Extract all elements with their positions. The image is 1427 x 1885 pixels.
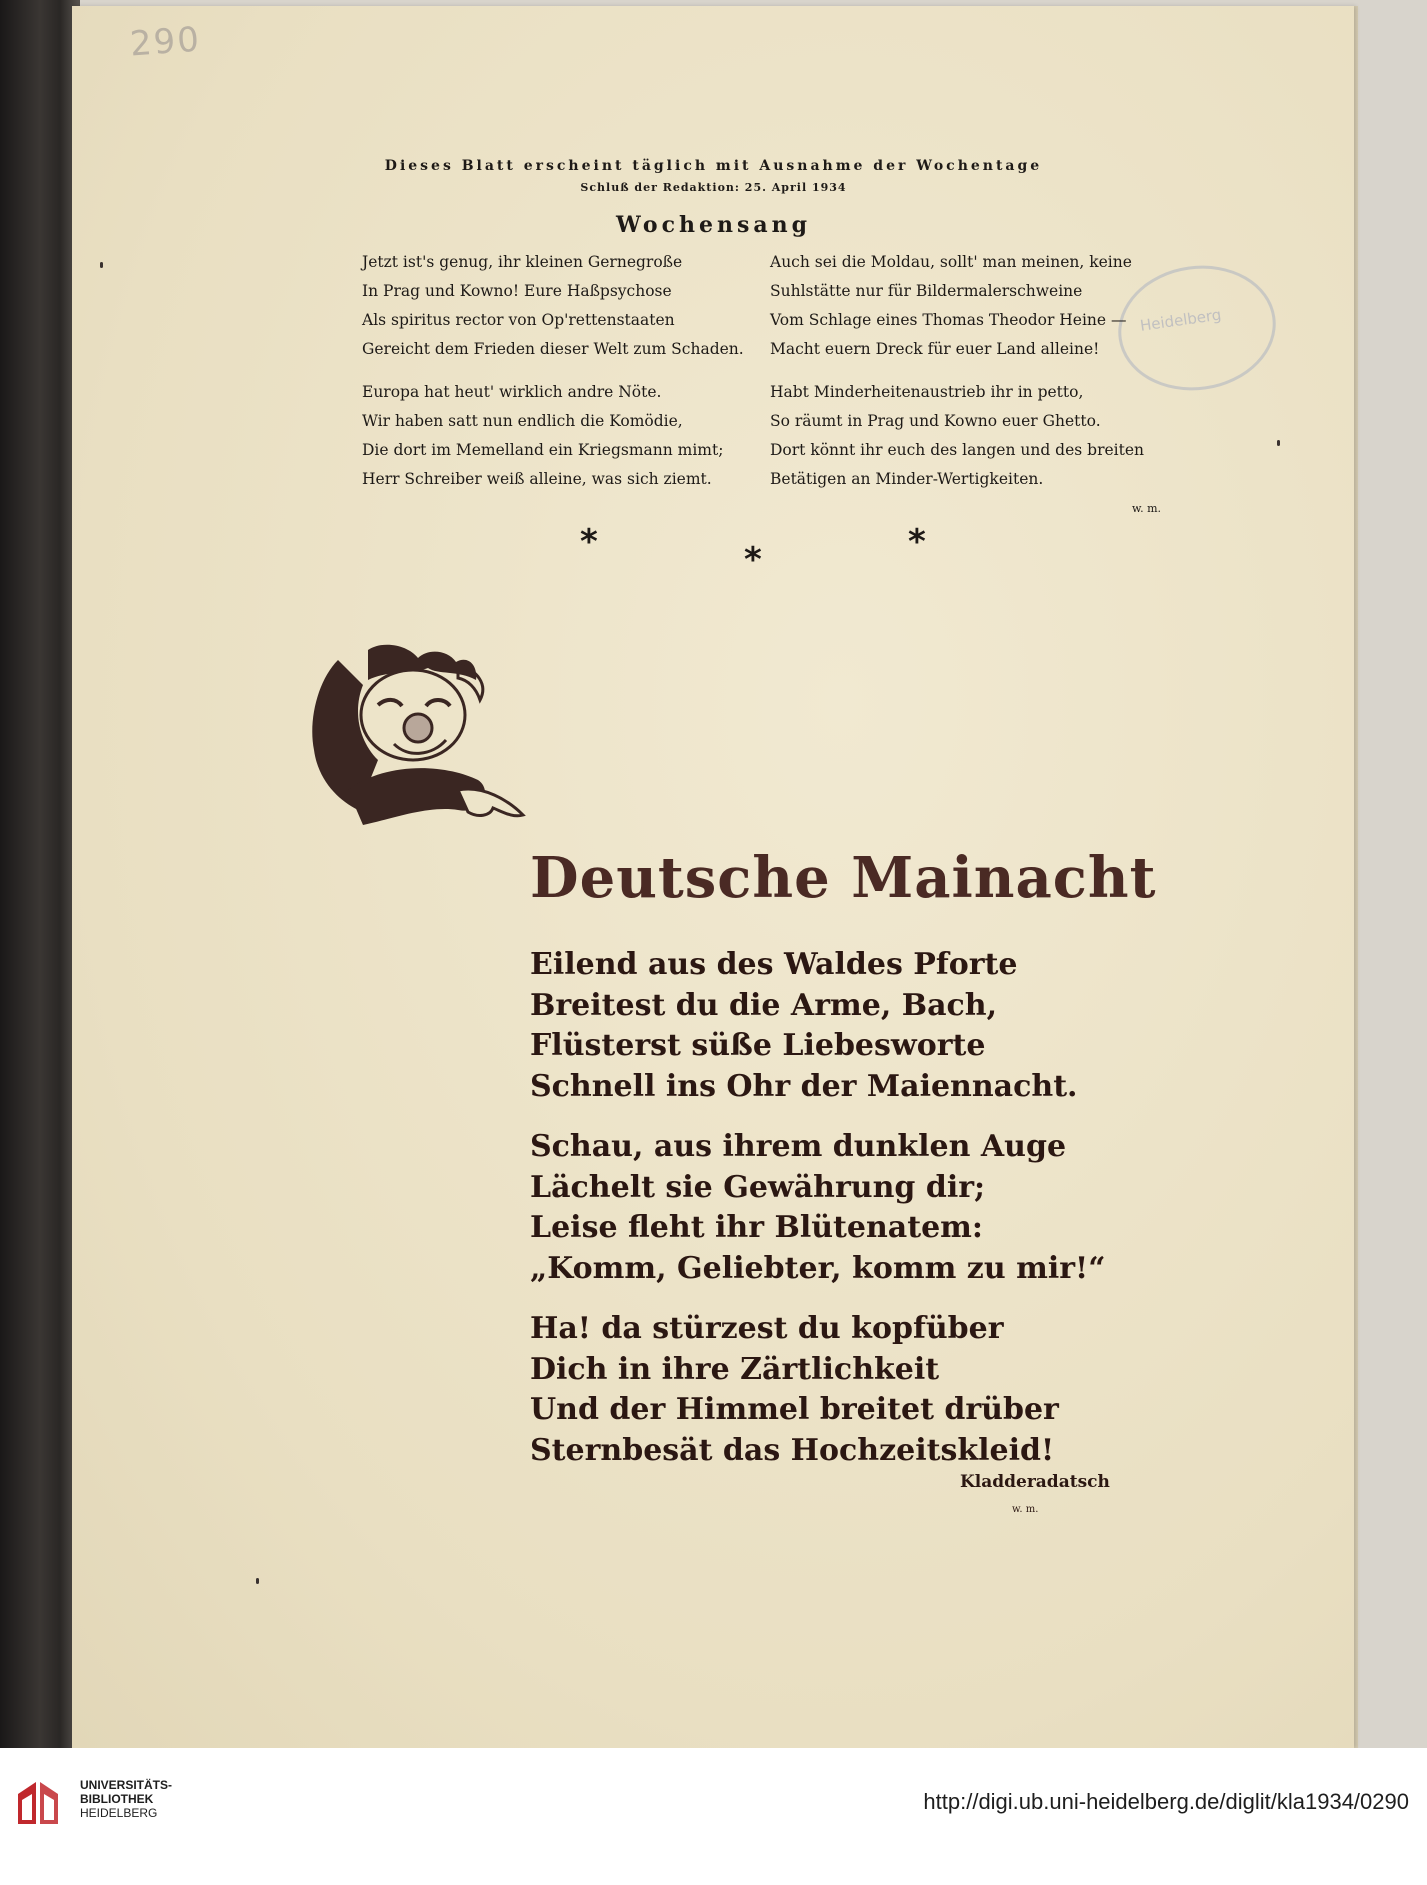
poem-title-deutsche-mainacht: Deutsche Mainacht	[530, 845, 1157, 911]
poem-line: Betätigen an Minder-Wertigkeiten.	[770, 470, 1044, 488]
book-binding	[0, 0, 80, 1748]
stamp-text: Heidelberg	[1138, 305, 1223, 335]
paper-speck	[256, 1578, 259, 1584]
poem-line: Gereicht dem Frieden dieser Welt zum Schaden.	[362, 340, 744, 358]
poem-line: Als spiritus rector von Op'rettenstaaten	[362, 311, 675, 329]
poem-line: Wir haben satt nun endlich die Komödie,	[362, 412, 683, 430]
poem-line: „Komm, Geliebter, komm zu mir!“	[530, 1250, 1106, 1286]
poem-line: Breitest du die Arme, Bach,	[530, 987, 998, 1023]
poem-line: Leise fleht ihr Blütenatem:	[530, 1210, 983, 1245]
poem1-right-stanza	[770, 378, 1150, 494]
poem-line: So räumt in Prag und Kowno euer Ghetto.	[770, 412, 1101, 430]
poem-line: In Prag und Kowno! Eure Haßpsychose	[362, 282, 672, 300]
university-library-logo-icon	[12, 1774, 70, 1832]
poem-line: Vom Schlage eines Thomas Theodor Heine —	[770, 311, 1127, 329]
poem1-right-stanza	[770, 248, 1150, 364]
poem-line: Flüsterst süße Liebesworte	[530, 1028, 986, 1063]
poem1-left-column	[362, 248, 762, 508]
poem-line: Die dort im Memelland ein Kriegsmann mimt;	[362, 441, 724, 459]
poem2-body	[530, 945, 1105, 1491]
poem-line: Auch sei die Moldau, sollt' man meinen, keine	[770, 253, 1132, 271]
poem1-left-stanza	[362, 378, 762, 494]
poem-line: Jetzt ist's genug, ihr kleinen Gernegroße	[362, 253, 683, 271]
logo-line-2: BIBLIOTHEK	[80, 1792, 154, 1806]
poem-line: Lächelt sie Gewährung dir;	[530, 1169, 986, 1205]
poem2-source: Kladderadatsch	[960, 1472, 1110, 1492]
poem2-stanza	[530, 1309, 1105, 1471]
separator-asterisk: *	[580, 522, 598, 562]
poem-line: Habt Minderheitenaustrieb ihr in petto,	[770, 383, 1084, 401]
editorial-close-date: Schluß der Redaktion: 25. April 1934	[580, 181, 847, 194]
separator-asterisk: *	[908, 522, 926, 562]
poem-line: Schnell ins Ohr der Maiennacht.	[530, 1068, 1078, 1104]
poem1-left-stanza	[362, 248, 762, 364]
logo-line-1: UNIVERSITÄTS-	[80, 1778, 173, 1792]
poem-line: Macht euern Dreck für euer Land alleine!	[770, 340, 1100, 358]
poem1-initials: w. m.	[1132, 502, 1162, 515]
poem-line: Eilend aus des Waldes Pforte	[530, 947, 1018, 982]
paper-speck	[100, 262, 103, 268]
poem-line: Sternbesät das Hochzeitskleid!	[530, 1432, 1055, 1468]
footer-bar	[0, 1748, 1427, 1885]
logo-line-3: HEIDELBERG	[80, 1806, 158, 1820]
poem-line: Suhlstätte nur für Bildermalerschweine	[770, 282, 1083, 300]
poem-line: Europa hat heut' wirklich andre Nöte.	[362, 383, 662, 401]
poem-line: Schau, aus ihrem dunklen Auge	[530, 1129, 1067, 1164]
poem-line: Dort könnt ihr euch des langen und des breiten	[770, 441, 1144, 459]
permalink-url[interactable]: http://digi.ub.uni-heidelberg.de/diglit/kla1934/0290	[923, 1789, 1409, 1814]
poem-title-wochensang: Wochensang	[616, 212, 811, 238]
poem-line: Dich in ihre Zärtlichkeit	[530, 1351, 940, 1387]
library-logo-text	[80, 1778, 172, 1820]
poem2-stanza	[530, 945, 1105, 1107]
poem-line: Herr Schreiber weiß alleine, was sich ziemt.	[362, 470, 712, 488]
poem2-initials: w. m.	[1012, 1504, 1039, 1515]
separator-asterisk: *	[744, 540, 762, 580]
poem2-stanza	[530, 1127, 1105, 1289]
poem-line: Und der Himmel breitet drüber	[530, 1392, 1059, 1427]
poem-line: Ha! da stürzest du kopfüber	[530, 1311, 1004, 1346]
caricature-illustration	[308, 640, 530, 840]
masthead-note: Dieses Blatt erscheint täglich mit Ausnahme der Wochentage	[384, 158, 1043, 174]
paper-speck	[1277, 440, 1280, 446]
poem1-right-column	[770, 248, 1150, 508]
handwritten-page-number: 290	[128, 19, 203, 65]
